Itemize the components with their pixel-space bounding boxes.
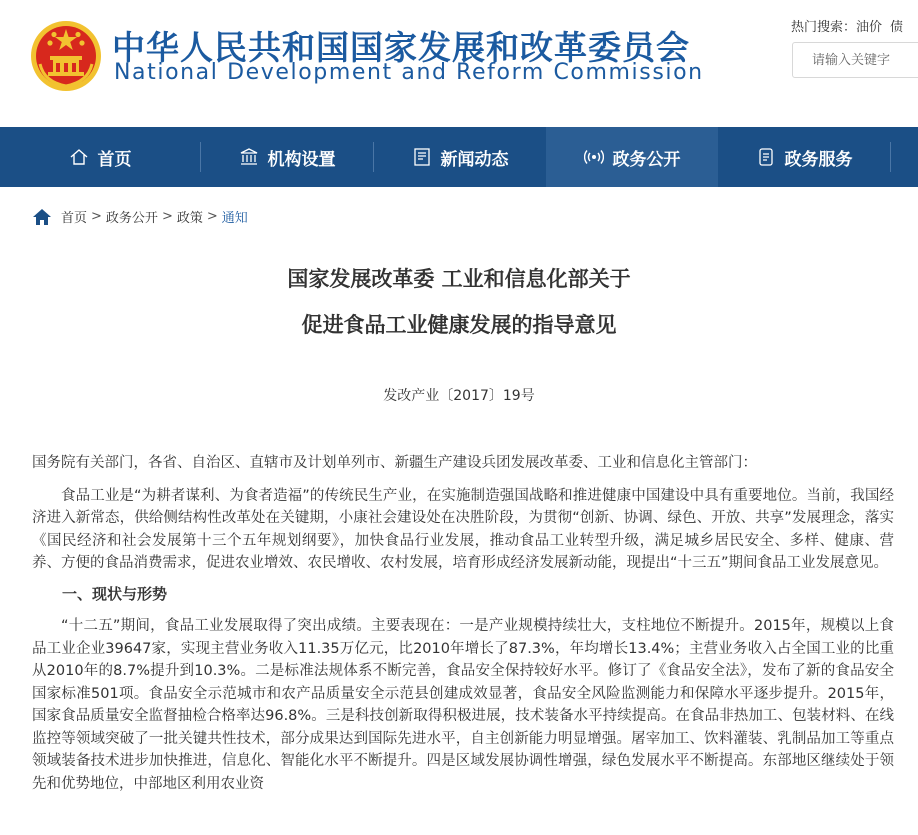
- breadcrumb-current[interactable]: 通知: [221, 211, 248, 226]
- national-emblem-icon[interactable]: [30, 20, 102, 92]
- org-name-en[interactable]: National Development and Reform Commission: [114, 60, 704, 85]
- article-body: [32, 452, 894, 795]
- hot-search-label: 热门搜索：: [791, 20, 857, 35]
- hot-search-keyword[interactable]: 债: [890, 20, 904, 35]
- news-icon: [412, 147, 432, 167]
- org-name-cn[interactable]: 中华人民共和国国家发展和改革委员会: [112, 28, 690, 67]
- nav-item-gov-services[interactable]: [718, 127, 890, 187]
- hot-search: [791, 16, 903, 35]
- hot-search-keyword[interactable]: 油价: [856, 20, 883, 35]
- article-title-line2: 促进食品工业健康发展的指导意见: [301, 313, 617, 337]
- breadcrumb-separator: >: [91, 209, 102, 224]
- main-nav: [0, 127, 918, 187]
- breadcrumb-home[interactable]: 首页: [61, 211, 88, 226]
- nav-label: 新闻动态: [440, 149, 509, 170]
- search-input[interactable]: [792, 42, 918, 78]
- article-title-line1: 国家发展改革委 工业和信息化部关于: [287, 267, 631, 291]
- breadcrumb-separator: >: [206, 209, 218, 224]
- site-header: [0, 0, 918, 127]
- nav-label: 政务服务: [784, 149, 853, 170]
- breadcrumb-separator: >: [161, 209, 173, 224]
- home-icon[interactable]: [32, 208, 52, 226]
- nav-item-home[interactable]: [0, 127, 200, 187]
- building-icon: [239, 147, 259, 167]
- paragraph: 食品工业是“为耕者谋利、为食者造福”的传统民生产业，在实施制造强国战略和推进健康中国建设中具有重要地位。当前，我国经济进入新常态，供给侧结构性改革处在关键期，小康社会建设处在决胜阶段，为贯彻“创新、协调、绿色、开放、共享”发展理念，落实《国民经济和社会发展第十三个五年规划纲要》，加快食品行业发展，推动食品工业转型升级，满足城乡居民安全、多样、健康、营养、方便的食品消费需求，促进农业增效、农民增收、农村发展，培育形成经济发展新动能，现提出“十三五”期间食品工业发展意见。: [32, 487, 894, 571]
- nav-item-gov-affairs[interactable]: [546, 127, 718, 187]
- broadcast-icon: [584, 147, 604, 167]
- nav-item-news[interactable]: [374, 127, 546, 187]
- breadcrumb-gov-affairs[interactable]: 政务公开: [105, 211, 158, 226]
- section-heading: 一、现状与形势: [62, 584, 168, 603]
- document-number: 发改产业〔2017〕19号: [383, 388, 535, 404]
- nav-label: 机构设置: [267, 149, 336, 170]
- nav-label: 政务公开: [612, 149, 681, 170]
- paragraph: “十二五”期间，食品工业发展取得了突出成绩。主要表现在：一是产业规模持续壮大，支柱地位不断提升。2015年，规模以上食品工业企业39647家，实现主营业务收入11.35万亿元，比2010年增长了87.3%，年均增长13.4%；主营业务收入占全国工业的比重从2010年的8.7%提升到10.3%。二是标准法规体系不断完善，食品安全保持较好水平。修订了《食品安全法》，发布了新的食品安全国家标准501项。食品安全示范城市和农产品质量安全示范县创建成效显著，食品安全风险监测能力和保障水平逐步提升。2015年，国家食品质量安全监督抽检合格率达96.8%。三是科技创新取得积极进展，技术装备水平持续提高。在食品非热加工、包装材料、在线监控等领域突破了一批关键共性技术，部分成果达到国际先进水平，自主创新能力明显增强。屠宰加工、饮料灌装、乳制品加工等重点领域装备技术进步加快推进，信息化、智能化水平不断提升。四是区域发展协调性增强，绿色发展水平不断提高。东部地区继续处于领先和优势地位，中部地区利用农业资: [32, 618, 894, 792]
- salutation: 国务院有关部门，各省、自治区、直辖市及计划单列市、新疆生产建设兵团发展改革委、工业和信息化主管部门：: [32, 455, 757, 471]
- nav-divider: [890, 142, 891, 172]
- service-icon: [756, 147, 776, 167]
- breadcrumb-policy[interactable]: 政策: [176, 211, 203, 226]
- breadcrumb: [32, 207, 248, 226]
- nav-item-organization[interactable]: [201, 127, 373, 187]
- nav-label: 首页: [97, 149, 132, 170]
- home-icon: [69, 147, 89, 167]
